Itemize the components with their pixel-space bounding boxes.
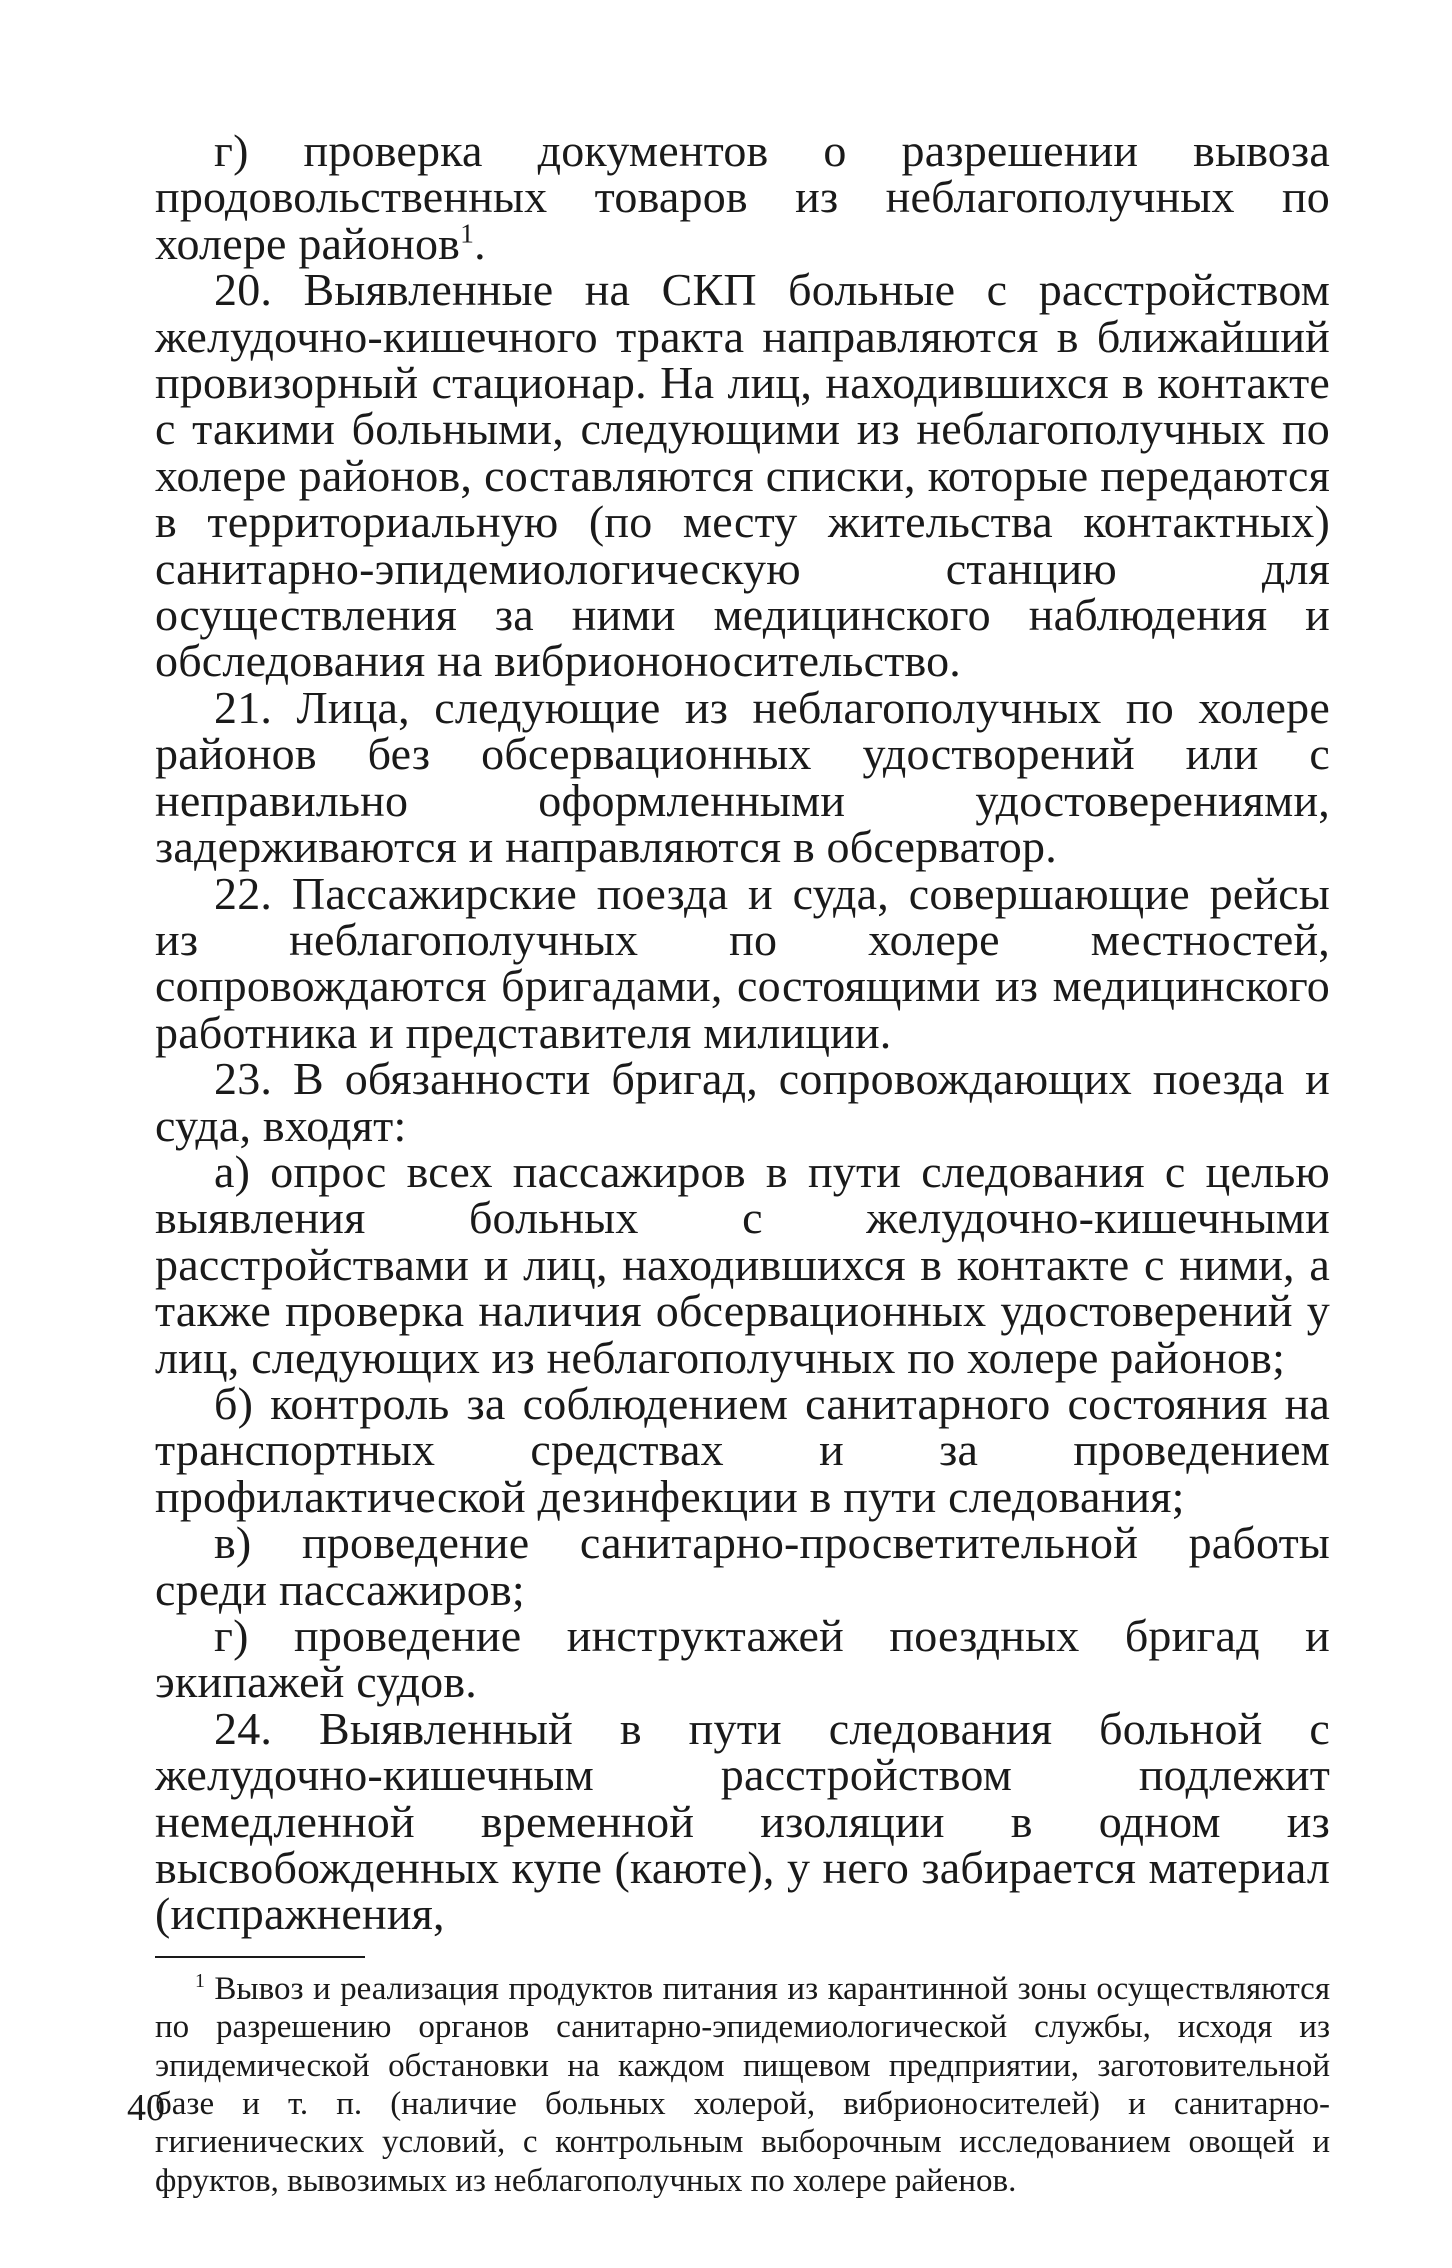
paragraph-21: 21. Лица, следующие из неблагополучных по холере районов без обсервационных удостворений или с неправильно оформленными удостоверениями, задерживаются и направляются в обсерватор. [155, 681, 1330, 873]
paragraph-text: г) проверка документов о разрешении вывоза продовольственных товаров из неблагополучных по холере районов [155, 125, 1330, 269]
main-text [155, 125, 1330, 1940]
paragraph-item-g-instruction: г) проведение инструктажей поездных бригад и экипажей судов. [155, 1610, 1330, 1708]
paragraph-tail: . [474, 217, 486, 269]
page-number: 40 [127, 2087, 165, 2129]
footnote-text: Вывоз и реализация продуктов питания из карантинной зоны осуществляются по разрешению органов санитарно-эпидемиологической службы, исходя из эпидемической обстановки на каждом пищевом предприятии, заготовительной базе и т. п. (наличие больных холерой, вибрионосителей) и санитарно-гигиенических условий, с контрольным выборочным исследованием овощей и фруктов, вывозимых из неблагополучных по холере райенов. [155, 1970, 1330, 2199]
footnote-marker: 1 [195, 1969, 205, 1992]
page-content [155, 125, 1330, 2200]
footnotes [155, 1970, 1330, 2200]
paragraph-item-a: а) опрос всех пассажиров в пути следования с целью выявления больных с желудочно-кишечными расстройствами и лиц, находившихся в контакте с ними, а также проверка наличия обсервационных удостоверений у лиц, следующих из неблагополучных по холере районов; [155, 1145, 1330, 1383]
paragraph-item-g-verification [155, 125, 1330, 269]
paragraph-20: 20. Выявленные на СКП больные с расстройством желудочно-кишечного тракта направляются в ближайший провизорный стационар. На лиц, находившихся в контакте с такими больными, следующими из неблагополучных по холере районов, составляются списки, которые передаются в территориальную (по месту жительства контактных) санитарно-эпидемиологическую станцию для осуществления за ними медицинского наблюдения и обследования на вибриононосительство. [155, 264, 1330, 687]
footnote-divider [155, 1956, 365, 1958]
footnote-1 [155, 1970, 1330, 2200]
paragraph-23: 23. В обязанности бригад, сопровождающих поезда и суда, входят: [155, 1053, 1330, 1151]
footnote-marker: 1 [460, 217, 475, 249]
paragraph-24: 24. Выявленный в пути следования больной с желудочно-кишечным расстройством подлежит немедленной временной изоляции в одном из высвобожденных купе (каюте), у него забирается материал (испражнения, [155, 1702, 1330, 1940]
paragraph-item-b: б) контроль за соблюдением санитарного состояния на транспортных средствах и за проведением профилактической дезинфекции в пути следования; [155, 1377, 1330, 1522]
paragraph-item-v: в) проведение санитарно-просветительной работы среди пассажиров; [155, 1517, 1330, 1615]
paragraph-22: 22. Пассажирские поезда и суда, совершающие рейсы из неблагополучных по холере местностей, сопровождаются бригадами, состоящими из медицинского работника и представителя милиции. [155, 867, 1330, 1058]
